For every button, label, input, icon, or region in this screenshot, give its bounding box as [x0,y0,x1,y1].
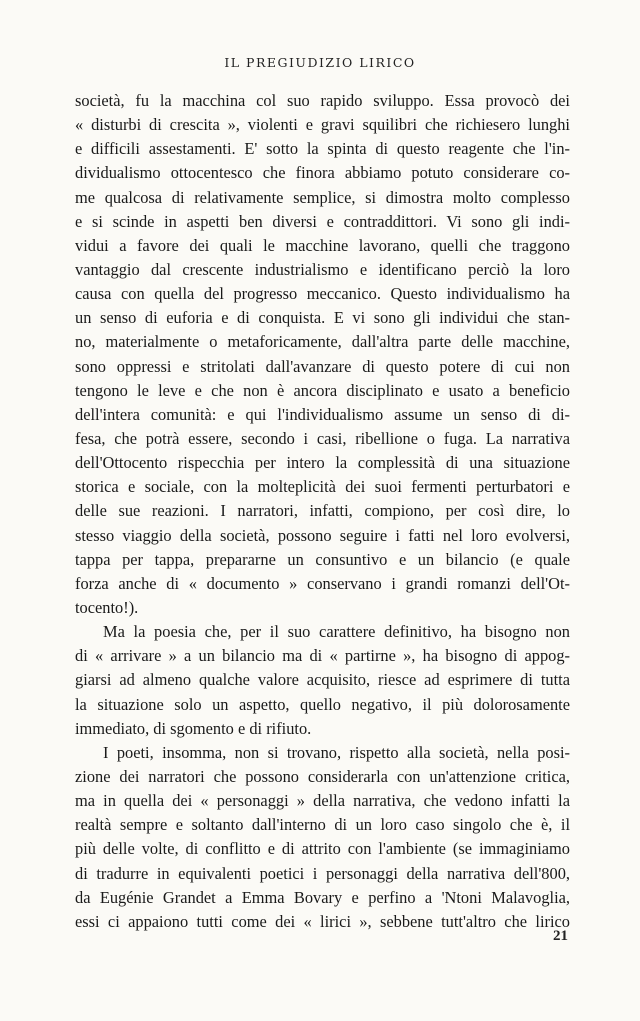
text-line: causa con quella del progresso meccanico. Questo individualismo ha [75,284,570,304]
text-line: essi ci appaiono tutti come dei « lirici », sebbene tutt'altro che lirico [75,911,570,931]
paragraph-end-line: immediato, di sgomento e di rifiuto. [75,718,312,738]
text-line: no, materialmente o metaforicamente, dall'altra parte delle macchine, [75,332,570,352]
text-line: tengono le leve e che non è ancora disciplinato e usato a beneficio [75,380,570,400]
text-line: realtà sempre e soltanto dall'interno di un loro caso singolo che è, il [75,815,570,835]
body-text [75,89,570,934]
text-line: stesso viaggio della società, possono seguire i fatti nel loro evolversi, [75,525,570,545]
text-line: un senso di euforia e di conquista. E vi sono gli individui che stan- [75,308,570,328]
text-line: società, fu la macchina col suo rapido sviluppo. Essa provocò dei [75,91,570,110]
text-line: vantaggio dal crescente industrialismo e identificano perciò la loro [75,259,570,279]
page-number: 21 [553,928,568,944]
text-line: ma in quella dei « personaggi » della narrativa, che vedono infatti la [75,791,570,811]
paragraph-start-line: I poeti, insomma, non si trovano, rispetto alla società, nella posi- [103,742,570,762]
paragraph-start-line: Ma la poesia che, per il suo carattere definitivo, ha bisogno non [103,622,570,642]
text-line: tappa per tappa, prepararne un consuntivo e un bilancio (e quale [75,549,570,569]
text-line: più delle volte, di conflitto e di attrito con l'ambiente (se immaginiamo [75,839,570,859]
text-line: di « arrivare » a un bilancio ma di « partirne », ha bisogno di appog- [75,646,570,666]
text-line: me qualcosa di relativamente semplice, si dimostra molto complesso [75,187,570,207]
text-line: dell'intera comunità: e qui l'individualismo assume un senso di di- [75,404,570,424]
text-line: storica e sociale, con la molteplicità dei suoi fermenti perturbatori e [75,477,570,497]
running-head: IL PREGIUDIZIO LIRICO [224,55,416,70]
paragraph-end-line: tocento!). [75,597,139,617]
text-line: dividualismo ottocentesco che finora abbiamo potuto considerare co- [75,163,570,183]
text-line: e difficili assestamenti. E' sotto la spinta di questo reagente che l'in- [75,139,570,159]
text-line: fesa, che potrà essere, secondo i casi, ribellione o fuga. La narrativa [75,428,570,448]
text-line: forza anche di « documento » conservano i grandi romanzi dell'Ot- [75,573,570,593]
text-line: da Eugénie Grandet a Emma Bovary e perfino a 'Ntoni Malavoglia, [75,887,570,907]
text-line: « disturbi di crescita », violenti e gravi squilibri che richiesero lunghi [75,115,570,135]
text-line: e si scinde in aspetti ben diversi e contraddittori. Vi sono gli indi- [75,211,570,231]
text-line: dell'Ottocento rispecchia per intero la complessità di una situazione [75,453,570,473]
text-line: giarsi ad almeno qualche valore acquisito, riesce ad esprimere di tutta [75,670,570,690]
text-line: vidui a favore dei quali le macchine lavorano, quelli che traggono [75,235,570,255]
text-line: zione dei narratori che possono considerarla con un'attenzione critica, [75,766,570,786]
text-line: di tradurre in equivalenti poetici i personaggi della narrativa dell'800, [75,863,570,883]
text-line: la situazione solo un aspetto, quello negativo, il più dolorosamente [75,694,570,714]
text-line: delle sue reazioni. I narratori, infatti, compiono, per così dire, lo [75,501,570,521]
text-line: sono oppressi e stritolati dall'avanzare di questo potere di cui non [75,356,570,376]
